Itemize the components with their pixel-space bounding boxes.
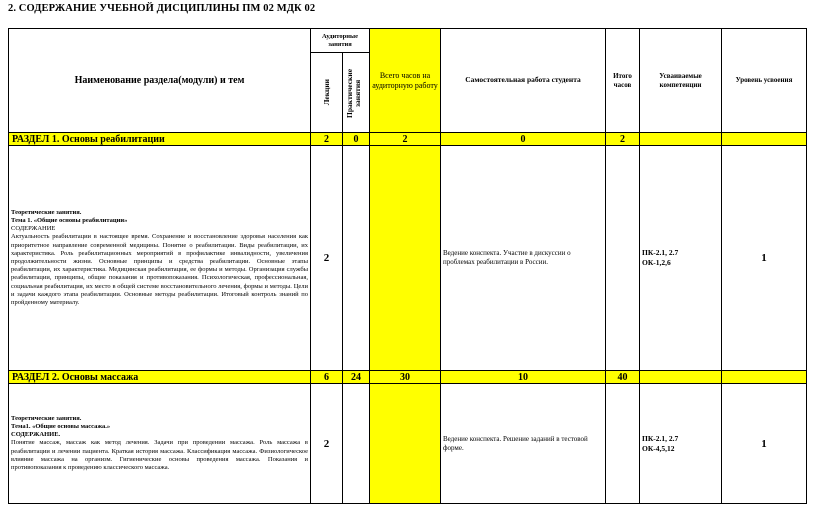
document-title: 2. СОДЕРЖАНИЕ УЧЕБНОЙ ДИСЦИПЛИНЫ ПМ 02 МДК 02 bbox=[8, 3, 316, 14]
topic-lectures: 2 bbox=[311, 146, 343, 371]
section-row bbox=[9, 133, 807, 146]
section-total-classroom: 30 bbox=[370, 371, 441, 384]
topic-independent: Ведение конспекта. Решение заданий в тестовой форме. bbox=[441, 384, 606, 504]
topic-total-classroom bbox=[370, 384, 441, 504]
topic-kind: Теоретические занятия. bbox=[11, 414, 82, 422]
section-independent: 0 bbox=[441, 133, 606, 146]
section-practical: 0 bbox=[343, 133, 370, 146]
section-independent: 10 bbox=[441, 371, 606, 384]
topic-practical bbox=[343, 384, 370, 504]
curriculum-table bbox=[8, 28, 807, 504]
section-total-classroom: 2 bbox=[370, 133, 441, 146]
topic-text: Актуальность реабилитации в настоящее время. Сохранение и восстановление здоровья населения как приоритетное направление современной медицины. Понятие о реабилитации. Виды реабилитации, их характеристика. Роль реабилитационных мероприятий в профилактике инвалидности, увеличения продолжительности жизни. Основные принципы и средства реабилитации. Основные этапы реабилитации, их характеристика. Медицинская реабилитация, ее формы и методы. Организация службы реабилитации, принципы, общие показания и противопоказания. Психологическая, профессиональная, социальная реабилитация, их место в общей системе восстановительного лечения, формы и методы. Цели и задачи каждого этапа реабилитации. Основные методы реабилитации. Итоговый контроль знаний по пройденному материалу. bbox=[11, 233, 308, 306]
topic-level: 1 bbox=[722, 146, 807, 371]
topic-practical bbox=[343, 146, 370, 371]
header-total-hours: Итого часов bbox=[606, 29, 640, 133]
header-classroom: Аудиторные занятия bbox=[311, 29, 370, 53]
topic-content bbox=[9, 384, 311, 504]
section-total: 2 bbox=[606, 133, 640, 146]
section-practical: 24 bbox=[343, 371, 370, 384]
header-lectures: Лекции bbox=[311, 53, 343, 133]
competency-line: ПК-2.1, 2.7 bbox=[642, 248, 679, 258]
section-competencies bbox=[640, 133, 722, 146]
topic-level: 1 bbox=[722, 384, 807, 504]
topic-name: Тема1. «Общие основы массажа.» bbox=[11, 423, 111, 431]
topic-total bbox=[606, 146, 640, 371]
section-row bbox=[9, 371, 807, 384]
topic-competencies bbox=[640, 146, 722, 371]
topic-name: Тема 1. «Общие основы реабилитации» bbox=[11, 217, 128, 225]
section-total: 40 bbox=[606, 371, 640, 384]
section-lectures: 2 bbox=[311, 133, 343, 146]
header-practical: Практические занятия bbox=[343, 53, 370, 133]
topic-total-classroom bbox=[370, 146, 441, 371]
topic-lectures: 2 bbox=[311, 384, 343, 504]
competency-line: ПК-2.1, 2.7 bbox=[642, 433, 679, 443]
header-independent: Самостоятельная работа студента bbox=[441, 29, 606, 133]
topic-row bbox=[9, 146, 807, 371]
header-competencies: Усваиваемые компетенции bbox=[640, 29, 722, 133]
topic-content-label: СОДЕРЖАНИЕ bbox=[11, 225, 56, 233]
topic-independent: Ведение конспекта. Участие в дискуссии о проблемах реабилитации в России. bbox=[441, 146, 606, 371]
topic-total bbox=[606, 384, 640, 504]
topic-content bbox=[9, 146, 311, 371]
section-competencies bbox=[640, 371, 722, 384]
section-title: РАЗДЕЛ 1. Основы реабилитации bbox=[9, 133, 311, 146]
topic-row bbox=[9, 384, 807, 504]
section-level bbox=[722, 371, 807, 384]
competency-line: ОК-4,5,12 bbox=[642, 443, 675, 453]
header-section-name: Наименование раздела(модули) и тем bbox=[9, 29, 311, 133]
header-level: Уровень усвоения bbox=[722, 29, 807, 133]
section-level bbox=[722, 133, 807, 146]
topic-kind: Теоретические занятия. bbox=[11, 208, 82, 216]
header-total-classroom: Всего часов на аудиторную работу bbox=[370, 29, 441, 133]
topic-text: Понятие массаж, массаж как метод лечения. Задачи при проведении массажа. Роль массажа в реабилитации и лечении пациента. Краткая история массажа. Классификация массажа. Физиологическое влияние массажа на организм. Гигиенические основы проведения массажа. Показания и противопоказания к проведению классического массажа. bbox=[11, 439, 308, 471]
section-lectures: 6 bbox=[311, 371, 343, 384]
topic-content-label: СОДЕРЖАНИЕ. bbox=[11, 431, 61, 439]
section-title: РАЗДЕЛ 2. Основы массажа bbox=[9, 371, 311, 384]
topic-competencies bbox=[640, 384, 722, 504]
competency-line: ОК-1,2,6 bbox=[642, 258, 671, 267]
